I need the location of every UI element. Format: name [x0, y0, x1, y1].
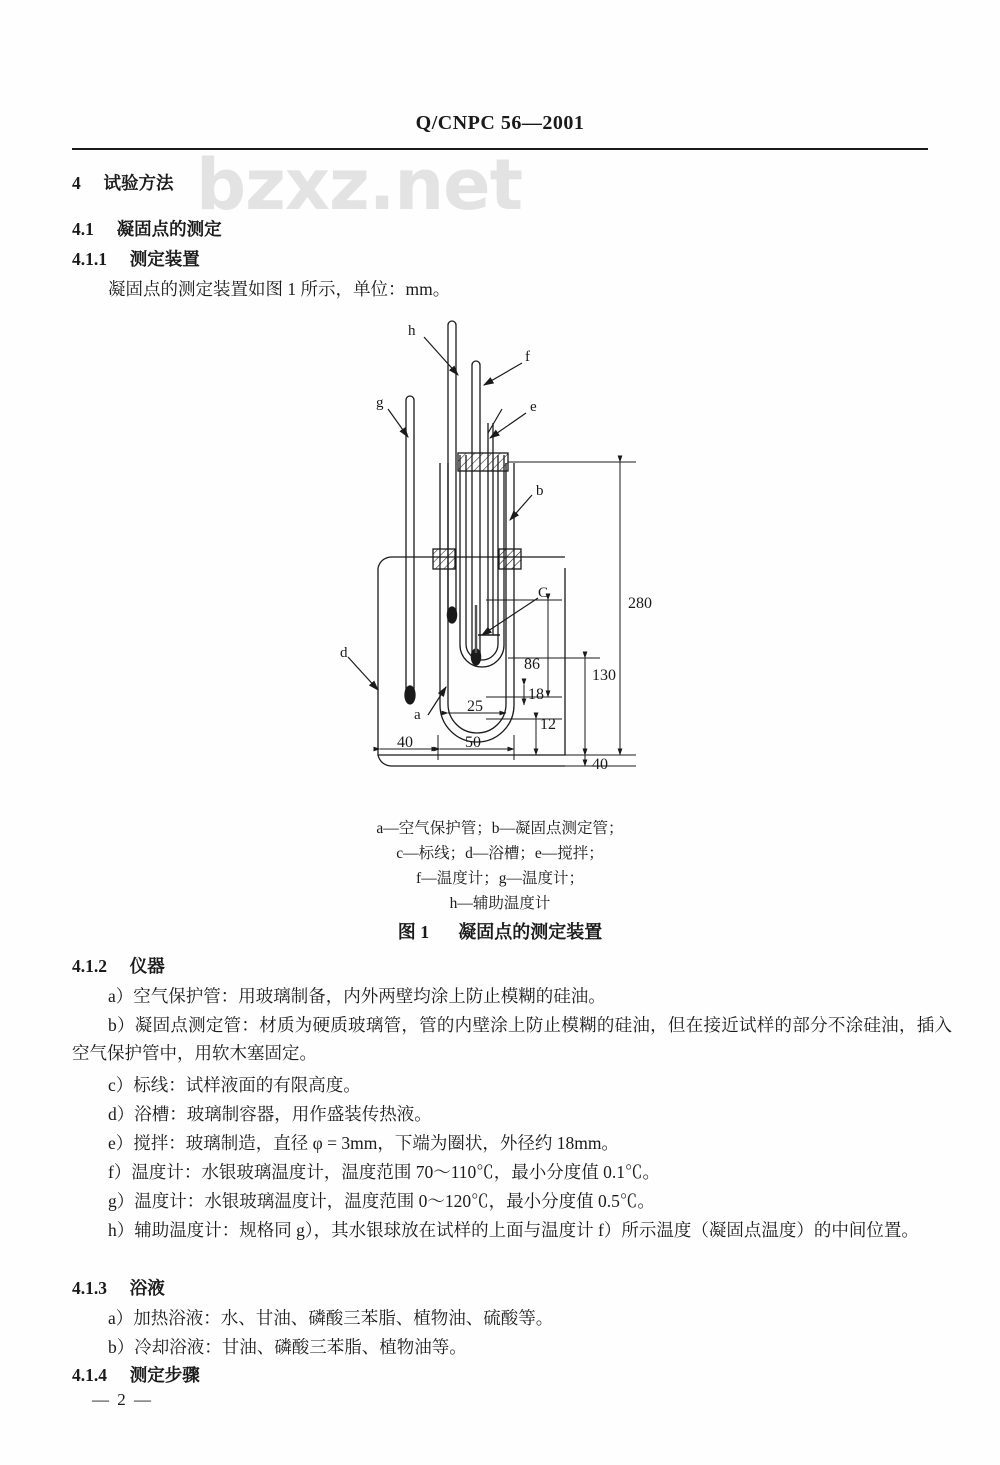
dim-280: 280: [628, 595, 652, 612]
dim-40-bottom: 40: [592, 756, 608, 773]
page-header: Q/CNPC 56—2001: [415, 112, 585, 134]
item-4-1-2-a: a）空气保护管：用玻璃制备，内外两壁均涂上防止模糊的硅油。: [108, 986, 606, 1006]
legend-line-1: a—空气保护管；b—凝固点测定管；: [376, 820, 624, 837]
item-4-1-2-c: c）标线：试样液面的有限高度。: [108, 1075, 361, 1095]
figure-legend: [0, 816, 1000, 916]
item-4-1-3-a: a）加热浴液：水、甘油、磷酸三苯脂、植物油、硫酸等。: [108, 1308, 554, 1328]
callout-g: g: [376, 395, 384, 411]
item-4-1-2-f: f）温度计：水银玻璃温度计，温度范围 70～110℃，最小分度值 0.1℃。: [108, 1162, 661, 1182]
header-rule: [72, 148, 928, 150]
heading-4-1: 4.1 凝固点的测定: [72, 219, 222, 239]
legend-line-4: h—辅助温度计: [449, 895, 551, 913]
watermark-bzxz: bzxz.net: [196, 144, 523, 226]
figure-caption: 图 1 凝固点的测定装置: [397, 922, 603, 942]
thermometer-h: [447, 321, 456, 623]
cork-stopper-lower: [433, 549, 521, 569]
heading-4-1-1: 4.1.1 测定装置: [72, 249, 200, 269]
dim-18: 18: [528, 686, 544, 703]
thermometer-g: [405, 396, 415, 704]
item-4-1-2-e: e）搅拌：玻璃制造，直径 φ = 3mm，下端为圈状，外径约 18mm。: [108, 1133, 619, 1153]
heading-4-1-2: 4.1.2 仪器: [72, 956, 165, 976]
heading-4-1-4: 4.1.4 测定步骤: [72, 1365, 200, 1385]
paragraph-4-1-1: 凝固点的测定装置如图 1 所示，单位：mm。: [108, 279, 451, 299]
heading-4: 4 试验方法: [72, 173, 174, 193]
page-number: — 2 —: [92, 1390, 153, 1409]
callout-h: h: [408, 323, 416, 339]
dim-86: 86: [524, 656, 540, 673]
dim-40-left: 40: [397, 734, 413, 751]
callout-labels: [340, 323, 548, 723]
item-4-1-2-b: b）凝固点测定管：材质为硬质玻璃管，管的内壁涂上防止模糊的硅油，但在接近试样的部分不涂硅油，插入空气保护管中，用软木塞固定。: [72, 1015, 952, 1064]
callout-a: a: [414, 707, 421, 723]
callout-c: C: [538, 585, 549, 601]
dim-25: 25: [467, 698, 483, 715]
legend-line-2: c—标线；d—浴槽；e—搅拌；: [396, 845, 604, 863]
legend-line-3: f—温度计；g—温度计；: [416, 870, 584, 888]
item-4-1-2-g: g）温度计：水银玻璃温度计，温度范围 0～120℃，最小分度值 0.5℃。: [108, 1191, 655, 1211]
callout-d: d: [340, 645, 348, 661]
dim-130: 130: [592, 667, 616, 684]
item-4-1-2-d: d）浴槽：玻璃制容器，用作盛装传热液。: [108, 1104, 432, 1124]
dim-12: 12: [540, 716, 556, 733]
heading-4-1-3: 4.1.3 浴液: [72, 1278, 165, 1298]
figure-1-apparatus: [300, 305, 720, 795]
dimension-labels: [397, 595, 652, 773]
callout-b-upper: b: [536, 483, 544, 499]
dim-50: 50: [465, 734, 481, 751]
item-4-1-2-h: h）辅助温度计：规格同 g），其水银球放在试样的上面与温度计 f）所示温度（凝固点温度）的中间位置。: [108, 1220, 919, 1240]
cork-stopper-upper: [458, 453, 508, 471]
item-4-1-3-b: b）冷却浴液：甘油、磷酸三苯脂、植物油等。: [108, 1337, 467, 1357]
callout-e: e: [530, 399, 537, 415]
thermometer-f: [471, 361, 480, 665]
callout-f: f: [525, 349, 530, 365]
